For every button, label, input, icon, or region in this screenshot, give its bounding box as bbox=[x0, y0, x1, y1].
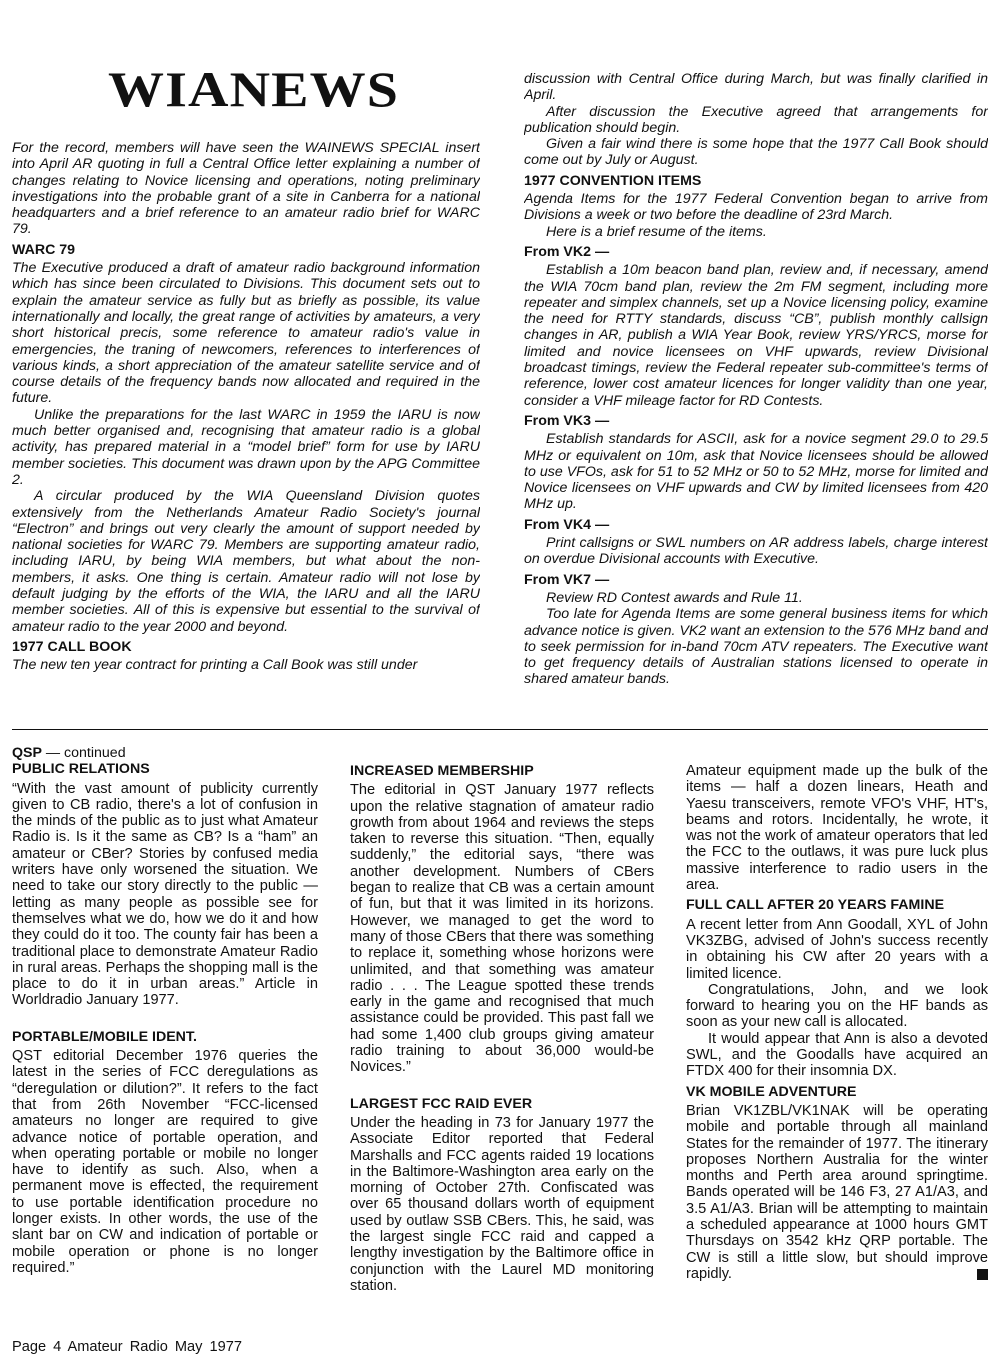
column-bottom-middle bbox=[350, 763, 654, 1328]
qsp-label: QSP bbox=[12, 745, 42, 761]
section-heading-fcc-raid: LARGEST FCC RAID EVER bbox=[350, 1095, 533, 1112]
vk3-items: Establish standards for ASCII, ask for a novice segment 29.0 to 29.5 MHz or equivalent on 10m, ask that Novice licensees should be allowed to use VFOs, ask for 51 to 52 MHz or 50 to 52 MHz, morse for limited and Novice licensees on VHF upwards and CW by limited licensees from 420 MHz up. bbox=[524, 431, 988, 513]
public-relations-paragraph: “With the vast amount of publicity currently given to CB radio, there's a lot of confusion in the minds of the public as to just what Amateur Radio is. Is it the same as CB? Is a “ham” an amateur or CBer? Stories by confused media writers have only worsened the situation. We need to take our story directly to the public — letting as many people as possible see for themselves what we do, how we do it and how they could do it too. The county fair has been a traditional place to demonstrate Amateur Radio in rural areas. Perhaps the shopping mall is the place to do it in urban areas.” Article in Worldradio January 1977. bbox=[12, 780, 318, 1009]
section-heading-callbook: 1977 CALL BOOK bbox=[12, 638, 132, 655]
column-top-right bbox=[524, 71, 988, 716]
warc-paragraph: Unlike the preparations for the last WARC in 1959 the IARU is now much better organised and, recognising that amateur radio is a global activity, has prepared material in a “model brief” form for use by IARU member societies. This document was drawn upon by the APG Committee 2. bbox=[12, 406, 480, 488]
mobile-adventure-paragraph bbox=[686, 1103, 988, 1282]
callbook-paragraph: The new ten year contract for printing a Call Book was still under bbox=[12, 657, 418, 674]
subheading-vk4: From VK4 — bbox=[524, 516, 610, 533]
section-heading-full-call: FULL CALL AFTER 20 YEARS FAMINE bbox=[686, 897, 945, 914]
callbook-paragraph: Given a fair wind there is some hope that the 1977 Call Book should come out by July or August. bbox=[524, 136, 988, 169]
column-bottom-left bbox=[12, 745, 318, 1325]
vk4-items: Print callsigns or SWL numbers on AR address labels, charge interest on overdue Divisional accounts with Executive. bbox=[524, 535, 988, 568]
vk2-items: Establish a 10m beacon band plan, review and, if necessary, amend the WIA 70cm band plan, review the 2m FM segment, including more repeater and simplex channels, set up a Novice licensing policy, examine the need for RTTY standards, discuss “CB”, publish monthly callsign changes in AR, publish a WIA Year Book, review YRS/YRCS, morse for limited and novice licensees on VHF upwards, review Divisional broadcast timings, review the Federal repeater sub-committee's terms of reference, lower cost amateur licences for longer validity than one year, consider a VHF mileage factor for RD Contests. bbox=[524, 262, 988, 409]
section-divider bbox=[12, 729, 988, 730]
vk7-items: Review RD Contest awards and Rule 11. bbox=[546, 589, 803, 606]
warc-paragraph: A circular produced by the WIA Queensland Division quotes extensively from the Netherlands Amateur Radio Society's journal “Electron” and brings out very clearly the amount of support needed by national societies for WARC 79. Members are supporting amateur radio, including IARU, by being WIA members, but what about the non-members, it asks. One thing is certain. Amateur radio will not lose by default judging by the efforts of the WIA, the IARU and all the IARU member societies. All of this is expensive but essential to the survival of amateur radio to the year 2000 and beyond. bbox=[12, 488, 480, 635]
column-top-left bbox=[12, 140, 480, 715]
section-heading-membership: INCREASED MEMBERSHIP bbox=[350, 763, 534, 779]
subheading-vk3: From VK3 — bbox=[524, 412, 610, 429]
late-items-paragraph: Too late for Agenda Items are some general business items for which advance notice is given. VK2 want an extension to the 576 MHz band and to seek permission for in-band 70cm ATV repeaters. The Executive want to get frequency details of Australian stations licensed to operate in shared amateur bands. bbox=[524, 606, 988, 688]
subheading-vk2: From VK2 — bbox=[524, 243, 610, 260]
full-call-paragraph: It would appear that Ann is also a devoted SWL, and the Goodalls have acquired an FTDX 400 for their insomnia DX. bbox=[686, 1030, 988, 1080]
column-bottom-right bbox=[686, 763, 988, 1328]
intro-paragraph: For the record, members will have seen the WAINEWS SPECIAL insert into April AR quoting in full a Central Office letter explaining a number of changes relating to Novice licensing and operations, noting preliminary investigations into the probable grant of a site in Canberra for a national headquarters and a brief reference to an amateur radio brief for WARC 79. bbox=[12, 140, 480, 238]
callbook-paragraph: After discussion the Executive agreed that arrangements for publication should begin. bbox=[524, 103, 988, 136]
full-call-paragraph: Congratulations, John, and we look forward to hearing you on the HF bands as soon as your new call is allocated. bbox=[686, 981, 988, 1031]
warc-paragraph: The Executive produced a draft of amateur radio background information which has since been circulated to Divisions. This document sets out to explain the amateur service as fully but as briefly as possible, its value internationally and locally, the great range of activities by amateurs, a very short historical precis, some reference to amateur radio's value in emergencies, the traning of newcomers, references to interferences of various kinds, a short appreciation of the amateur satellite service and of course details of the frequency bands now allocated and required in the future. bbox=[12, 260, 480, 407]
full-call-paragraph: A recent letter from Ann Goodall, XYL of John VK3ZBG, advised of John's success recently in obtaining his CW after 20 years with a limited licence. bbox=[686, 916, 988, 982]
fcc-raid-paragraph-continued: Amateur equipment made up the bulk of the items — half a dozen linears, Heath and Yaesu transceivers, remote VFO's VHF, HT's, beams and rotors. Incidentally, he wrote, it was not the work of amateur operators that led the FCC to the outlaws, it was pure luck plus massive interference to radio users in the area. bbox=[686, 763, 988, 894]
section-heading-mobile-adventure: VK MOBILE ADVENTURE bbox=[686, 1083, 857, 1100]
masthead-title: WIANEWS bbox=[108, 61, 400, 117]
section-heading-public-relations: PUBLIC RELATIONS bbox=[12, 761, 150, 778]
subheading-vk7: From VK7 — bbox=[524, 571, 610, 588]
fcc-raid-paragraph: Under the heading in 73 for January 1977 the Associate Editor reported that Federal Marshalls and FCC agents raided 19 locations in the Baltimore-Washington area early on the morning of October 27th. Confiscated was over 65 thousand dollars worth of equipment used by outlaw SSB CBers. This, he said, was the largest single FCC raid and capped a lengthy investigation by the Baltimore office in conjunction with the Laurel MD monitoring station. bbox=[350, 1114, 654, 1294]
mobile-adventure-text: Brian VK1ZBL/VK1NAK will be operating mobile and portable through all mainland States for the remainder of 1977. The itinerary proposes Northern Australia for the winter months and Perth area around springtime. Bands operated will be 146 F3, 27 A1/A3, and 3.5 A1/A3. Brian will be attempting to maintain a scheduled appearance at 1000 hours GMT Thursdays on 3542 kHz QRP portable. The CW is still a little slow, but should improve rapidly. bbox=[686, 1102, 988, 1282]
qsp-continued-label bbox=[12, 745, 318, 761]
membership-paragraph: The editorial in QST January 1977 reflects upon the relative stagnation of amateur radio growth from about 1964 and reviews the steps taken to reverse this situation. “Then, equally suddenly,” the editorial says, “there was another development. Numbers of CBers began to realize that CB was a certain amount of fun, but that it was limited in its horizons. However, we managed to get the word to many of those CBers that there was something to replace it, something whose horizons were unlimited, and that something was amateur radio . . . The League spotted these trends early in the game and recognised that much assistance could be provided. This past fall we had some 1,400 club groups giving amateur radio training to about 36,000 would-be Novices.” bbox=[350, 782, 654, 1076]
page-footer: Page 4 Amateur Radio May 1977 bbox=[12, 1339, 242, 1355]
portable-mobile-paragraph: QST editorial December 1976 queries the latest in the series of FCC deregulations as “deregulation or dilution?”. It refers to the fact that from 26th November “FCC-licensed amateurs no longer are required to give advance notice of portable operation, and when operating portable or mobile no longer have to identify as such. Also, when a permanent move is effected, the requirement to use portable identification procedure no longer exists. In other words, the use of the slant bar on CW and indication of portable or mobile operation or phone is no longer required.” bbox=[12, 1048, 318, 1276]
section-heading-warc79: WARC 79 bbox=[12, 241, 76, 258]
convention-paragraph: Agenda Items for the 1977 Federal Convention began to arrive from Divisions a week or two before the deadline of 23rd March. bbox=[524, 191, 988, 224]
convention-paragraph: Here is a brief resume of the items. bbox=[546, 223, 767, 240]
callbook-paragraph-continued: discussion with Central Office during March, but was finally clarified in April. bbox=[524, 71, 988, 104]
section-heading-convention: 1977 CONVENTION ITEMS bbox=[524, 172, 702, 189]
continued-label: — continued bbox=[45, 745, 126, 761]
end-of-article-mark bbox=[977, 1269, 988, 1280]
section-heading-portable-mobile: PORTABLE/MOBILE IDENT. bbox=[12, 1028, 197, 1045]
